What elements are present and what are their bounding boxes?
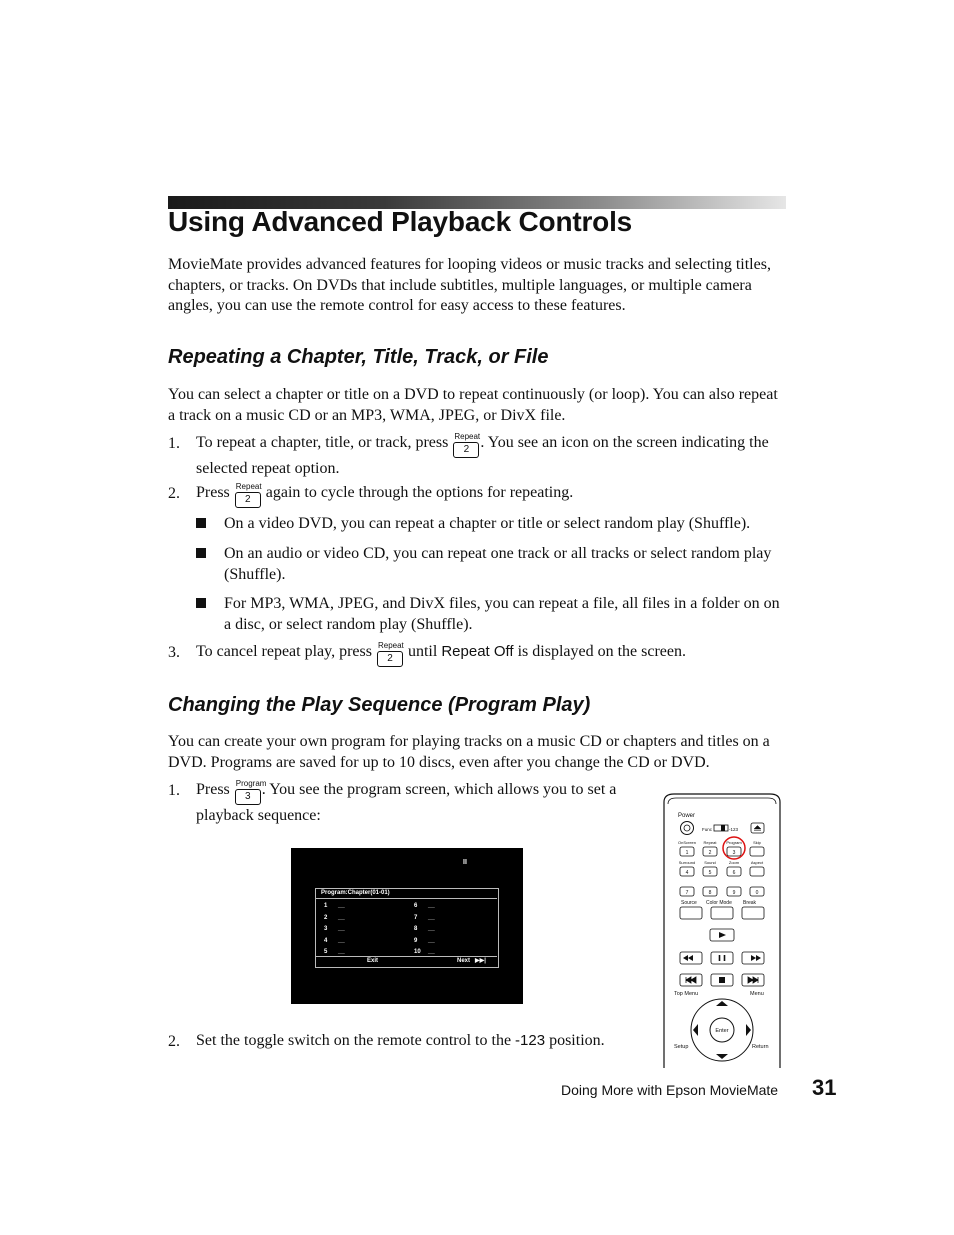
program-slot-value: __ [338, 903, 345, 909]
power-label: Power [678, 813, 696, 819]
remote-button-number: 5 [708, 870, 712, 876]
power-button [681, 822, 694, 835]
fast-forward-icon [751, 955, 761, 961]
pause-button [711, 952, 733, 964]
program-screen-image [291, 848, 523, 1004]
step-number: 3. [168, 644, 180, 661]
key-label: Repeat [377, 641, 404, 650]
program-slot-number: 2 [324, 914, 328, 921]
right-arrow-icon [746, 1024, 751, 1036]
program-slot-value: __ [428, 903, 435, 909]
step-text: playback sequence: [196, 807, 321, 824]
step-number: 2. [168, 485, 180, 502]
toggle-knob [721, 825, 725, 831]
remote-button-number: 6 [732, 870, 736, 876]
remote-button-number: 0 [755, 890, 759, 896]
toggle-func-label: Func [702, 827, 713, 832]
repeat-step-2 [196, 483, 573, 509]
enter-label: Enter [715, 1028, 729, 1034]
remote-button [750, 847, 764, 856]
page-title: Using Advanced Playback Controls [168, 206, 633, 237]
remote-button-number: 1 [685, 850, 689, 856]
section-heading-repeating: Repeating a Chapter, Title, Track, or File [168, 346, 549, 368]
remote-button-label: OnScreen [677, 840, 697, 845]
step-number: 1. [168, 435, 180, 452]
program-slot-number: 5 [324, 949, 328, 955]
program-header-label: Program:Chapter(01-01) [321, 890, 390, 896]
previous-icon [686, 977, 696, 983]
step-text: position. [549, 1032, 605, 1049]
remote-row-3 [680, 887, 764, 896]
break-button [742, 907, 764, 919]
step-text: Set the toggle switch on the remote control to the [196, 1032, 512, 1049]
toggle-123-label: -123 [729, 827, 739, 832]
remote-button-number: 7 [685, 890, 689, 896]
program-slot-value: __ [338, 914, 345, 921]
remote-button-number: 9 [732, 890, 736, 896]
program-slot-value: __ [338, 926, 345, 932]
pause-icon: II [463, 859, 467, 866]
play-icon [719, 932, 726, 938]
section-heading-program-play: Changing the Play Sequence (Program Play) [168, 694, 591, 716]
remote-button-label: Sound [704, 860, 716, 865]
bullet-text: For MP3, WMA, JPEG, and DivX files, you can repeat a file, all files in a folder on on a disc, or select random play (Shuffle). [224, 595, 780, 633]
remote-button-label: Repeat [703, 840, 717, 845]
program-slot-value: __ [428, 949, 435, 955]
remote-button [750, 867, 764, 876]
break-label: Break [743, 900, 757, 906]
return-label: Return [752, 1044, 769, 1050]
exit-label: Exit [367, 958, 379, 964]
program-slot-number: 3 [324, 926, 328, 932]
bullet-text: On an audio or video CD, you can repeat one track or all tracks or select random play (Shuffle). [224, 545, 772, 583]
key-number: 2 [377, 651, 403, 667]
step-number: 1. [168, 782, 180, 799]
program-slot-value: __ [428, 914, 435, 921]
step-text: To repeat a chapter, title, or track, press [196, 434, 449, 451]
left-arrow-icon [693, 1024, 698, 1036]
step-text: until [407, 643, 438, 660]
remote-control-illustration [660, 792, 784, 1068]
program-intro-paragraph: You can create your own program for playing tracks on a music CD or chapters and titles on a DVD. Programs are saved for up to 10 discs, even after you change the CD or DVD. [168, 733, 770, 771]
program-slot-value: __ [428, 926, 435, 932]
repeat-off-code: Repeat Off [441, 643, 514, 660]
step-text: . You see the program screen, which allows you to set a [261, 781, 617, 798]
program-slot-number: 7 [414, 914, 418, 921]
key-number: 3 [235, 789, 261, 805]
bullet-text: On a video DVD, you can repeat a chapter or title or select random play (Shuffle). [224, 515, 751, 532]
page-number: 31 [812, 1075, 837, 1100]
step-text: is displayed on the screen. [517, 643, 687, 660]
key-label: Repeat [454, 432, 481, 441]
repeat-intro-paragraph: You can select a chapter or title on a DVD to repeat continuously (or loop). You can also repeat a track on a music CD or an MP3, WMA, JPEG, or DivX file. [168, 386, 778, 424]
bullet-square [196, 518, 206, 528]
step-text: selected repeat option. [196, 460, 340, 477]
repeat-step-3 [196, 642, 686, 668]
remote-button-number: 4 [685, 870, 689, 876]
program-slot-number: 1 [324, 903, 328, 909]
remote-button-label: Surround [678, 860, 696, 865]
setup-label: Setup [674, 1044, 689, 1050]
remote-button-number: 3 [732, 850, 736, 856]
program-slot-number: 10 [414, 949, 421, 955]
power-icon [684, 825, 690, 831]
program-slot-number: 6 [414, 903, 418, 909]
source-label: Source [681, 900, 697, 906]
repeat-step-1 [196, 433, 786, 480]
step-text: Press [196, 484, 230, 501]
step-text: To cancel repeat play, press [196, 643, 372, 660]
remote-row-2 [679, 860, 764, 876]
bullet-square [196, 548, 206, 558]
step-number: 2. [168, 1033, 180, 1050]
source-button [680, 907, 702, 919]
key-label: Program [235, 779, 267, 788]
intro-paragraph: MovieMate provides advanced features for looping videos or music tracks and selecting titles, chapters, or tracks. On DVDs that include subtitles, multiple languages, or multiple camera angles, you can use the remote control for easy access to these features. [168, 256, 771, 314]
step-text: Press [196, 781, 230, 798]
next-icon [748, 977, 758, 983]
color-mode-button [711, 907, 733, 919]
program-step-1 [196, 780, 636, 827]
remote-row-1 [678, 840, 764, 856]
remote-button-number: 2 [708, 850, 712, 856]
down-arrow-icon [716, 1054, 728, 1059]
key-label: Repeat [235, 482, 262, 491]
program-slot-number: 9 [414, 937, 418, 944]
program-key-icon [235, 779, 267, 806]
toggle-position-code: -123 [515, 1032, 546, 1049]
remote-button-label: Skip [753, 840, 761, 845]
step-text: . You see an icon on the screen indicating the [480, 434, 769, 451]
eject-icon [754, 826, 761, 831]
next-arrow-icon: ▶▶| [475, 958, 486, 964]
repeat-key-icon [235, 483, 261, 509]
program-step-2 [196, 1031, 605, 1052]
menu-label: Menu [750, 991, 764, 997]
remote-button-number: 8 [708, 890, 712, 896]
color-mode-label: Color Mode [706, 900, 732, 906]
remote-button-label: Aspect [750, 860, 764, 865]
program-slot-value: __ [338, 937, 345, 944]
program-slot-number: 8 [414, 926, 418, 932]
program-slot-number: 4 [324, 937, 328, 944]
program-slot-value: __ [428, 937, 435, 944]
program-slot-value: __ [338, 949, 345, 955]
repeat-key-icon [453, 433, 479, 459]
footer-chapter-title: Doing More with Epson MovieMate [561, 1082, 779, 1098]
up-arrow-icon [716, 1001, 728, 1006]
key-number: 2 [453, 442, 479, 458]
repeat-key-icon [377, 642, 403, 668]
rewind-icon [683, 955, 693, 961]
stop-icon [719, 977, 725, 983]
next-label: Next [457, 958, 471, 964]
pause-button-icon [720, 955, 725, 961]
remote-button-label: Zoom [728, 860, 740, 865]
key-number: 2 [235, 492, 261, 508]
top-menu-label: Top Menu [674, 991, 699, 997]
bullet-square [196, 598, 206, 608]
remote-button-label: Program [726, 840, 742, 845]
step-text: again to cycle through the options for repeating. [265, 484, 574, 501]
